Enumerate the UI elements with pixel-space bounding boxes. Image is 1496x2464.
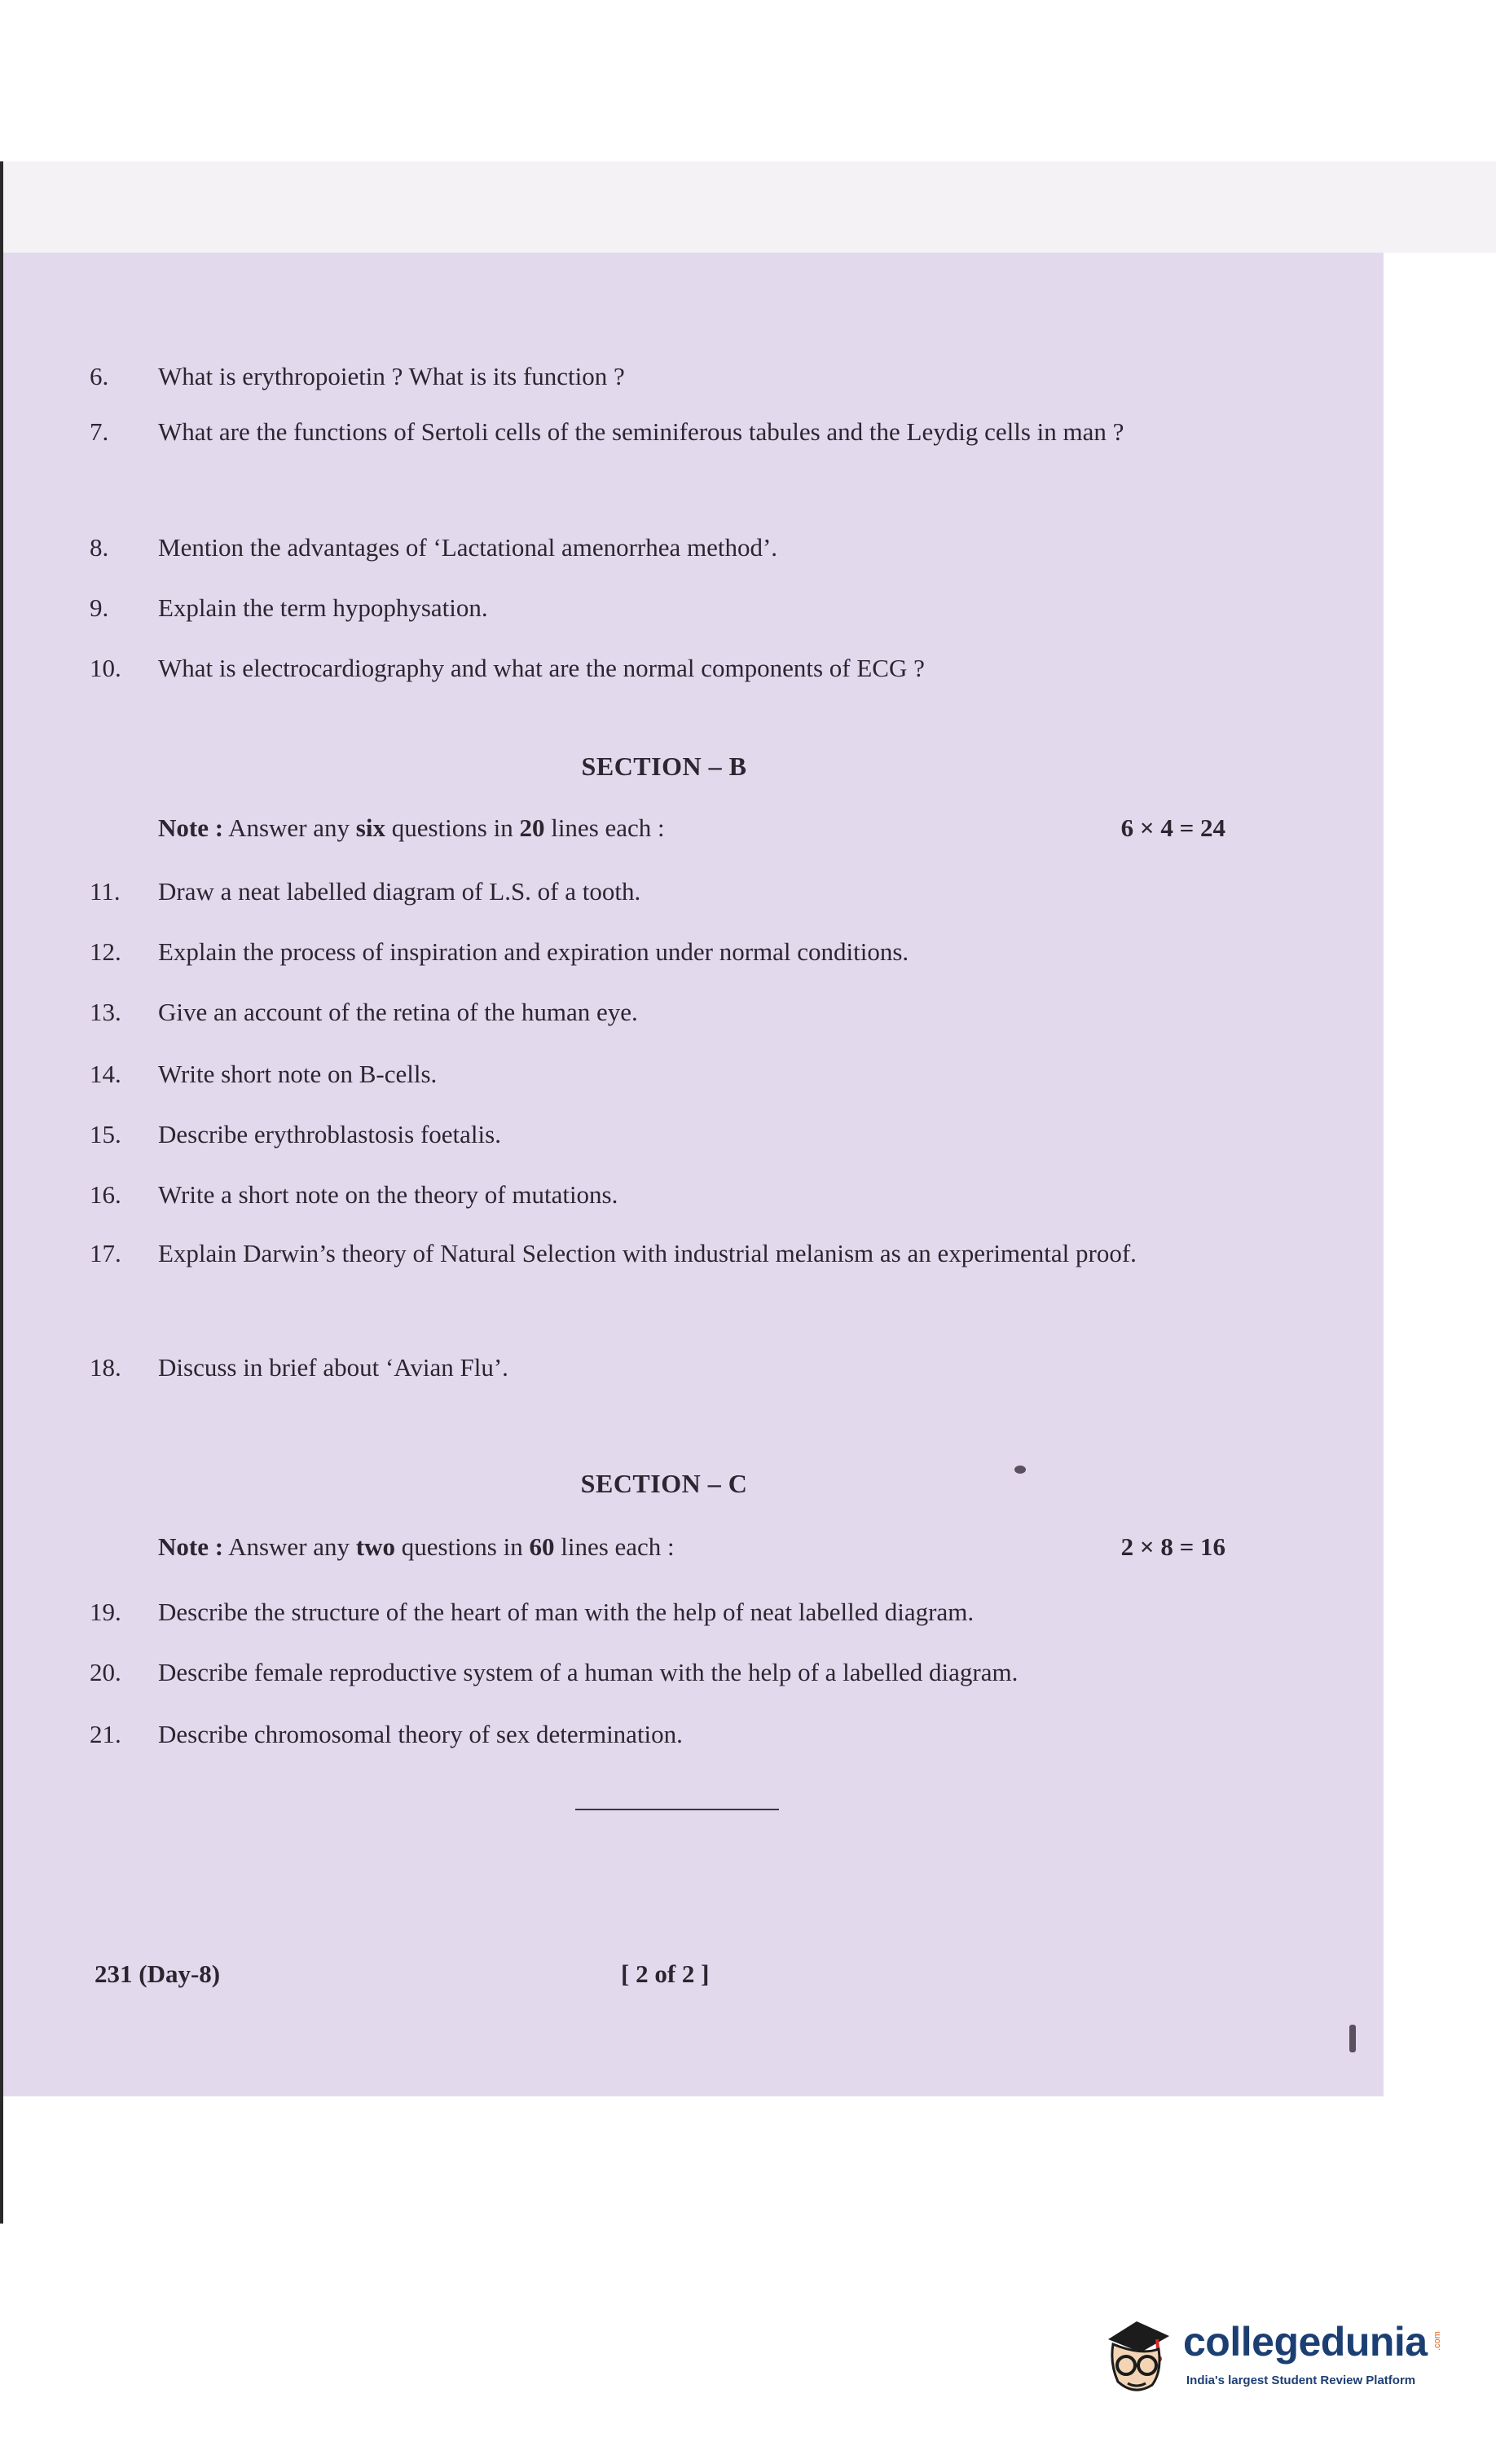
question-text: Explain the term hypophysation. [158,593,488,622]
note-count: two [355,1532,395,1561]
question-number: 18. [90,1353,121,1382]
page-number: [ 2 of 2 ] [621,1959,710,1988]
note-post: lines each : [551,813,665,842]
brand-domain: .com [1432,2331,1442,2351]
question-number: 16. [90,1180,121,1209]
question-number: 21. [90,1720,121,1748]
question-number: 17. [90,1239,121,1267]
note-post: lines each : [561,1532,675,1561]
section-c-note [158,1532,1225,1562]
question-number: 15. [90,1120,121,1148]
question-text: Discuss in brief about ‘Avian Flu’. [158,1353,508,1382]
question-text: What is electrocardiography and what are the normal components of ECG ? [158,654,925,682]
note-label: Note : [158,1532,224,1561]
question-number: 10. [90,654,121,682]
question-number: 9. [90,593,109,622]
question-text: Describe chromosomal theory of sex determination. [158,1720,683,1748]
question-text: Describe female reproductive system of a human with the help of a labelled diagram. [158,1658,1019,1686]
question-17 [90,1228,1230,1333]
question-text: What are the functions of Sertoli cells of the seminiferous tabules and the Leydig cells in man ? [158,417,1124,446]
question-number: 8. [90,533,109,562]
question-text: Describe erythroblastosis foetalis. [158,1120,501,1148]
note-lines: 60 [529,1532,555,1561]
question-text: What is erythropoietin ? What is its function ? [158,362,625,390]
section-b-marks: 6 × 4 = 24 [1120,813,1225,842]
brand-name: collegedunia [1183,2319,1428,2365]
mascot-icon [1092,2307,1181,2404]
note-mid: questions in [391,813,513,842]
section-c-marks: 2 × 8 = 16 [1120,1532,1225,1561]
section-b-note [158,813,1225,843]
question-text: Mention the advantages of ‘Lactational amenorrhea method’. [158,533,778,562]
question-7 [90,406,1230,512]
note-count: six [355,813,385,842]
note-pre: Answer any [228,813,350,842]
question-number: 12. [90,937,121,966]
section-b-title: SECTION – B [581,752,747,781]
end-divider [575,1809,779,1810]
question-text: Describe the structure of the heart of man with the help of neat labelled diagram. [158,1598,975,1626]
note-label: Note : [158,813,224,842]
question-text: Draw a neat labelled diagram of L.S. of a tooth. [158,877,641,906]
paper-code: 231 (Day-8) [95,1959,221,1988]
collegedunia-logo [1092,2307,1450,2404]
question-text: Give an account of the retina of the human eye. [158,998,638,1026]
scan-speck [1349,2025,1356,2052]
question-number: 13. [90,998,121,1026]
note-pre: Answer any [228,1532,350,1561]
note-lines: 20 [519,813,545,842]
question-text: Explain the process of inspiration and expiration under normal conditions. [158,937,909,966]
question-number: 20. [90,1658,121,1686]
section-c-title: SECTION – C [580,1469,748,1498]
paper-top-margin [3,161,1496,253]
question-text: Explain Darwin’s theory of Natural Selection with industrial melanism as an experimental proof. [158,1239,1137,1267]
question-number: 14. [90,1060,121,1088]
question-number: 6. [90,362,109,390]
question-number: 7. [90,417,109,446]
note-mid: questions in [401,1532,523,1561]
question-number: 19. [90,1598,121,1626]
scan-speck [1014,1466,1026,1474]
question-number: 11. [90,877,121,906]
brand-tagline: India's largest Student Review Platform [1186,2374,1416,2387]
question-text: Write short note on B-cells. [158,1060,438,1088]
question-text: Write a short note on the theory of mutations. [158,1180,618,1209]
